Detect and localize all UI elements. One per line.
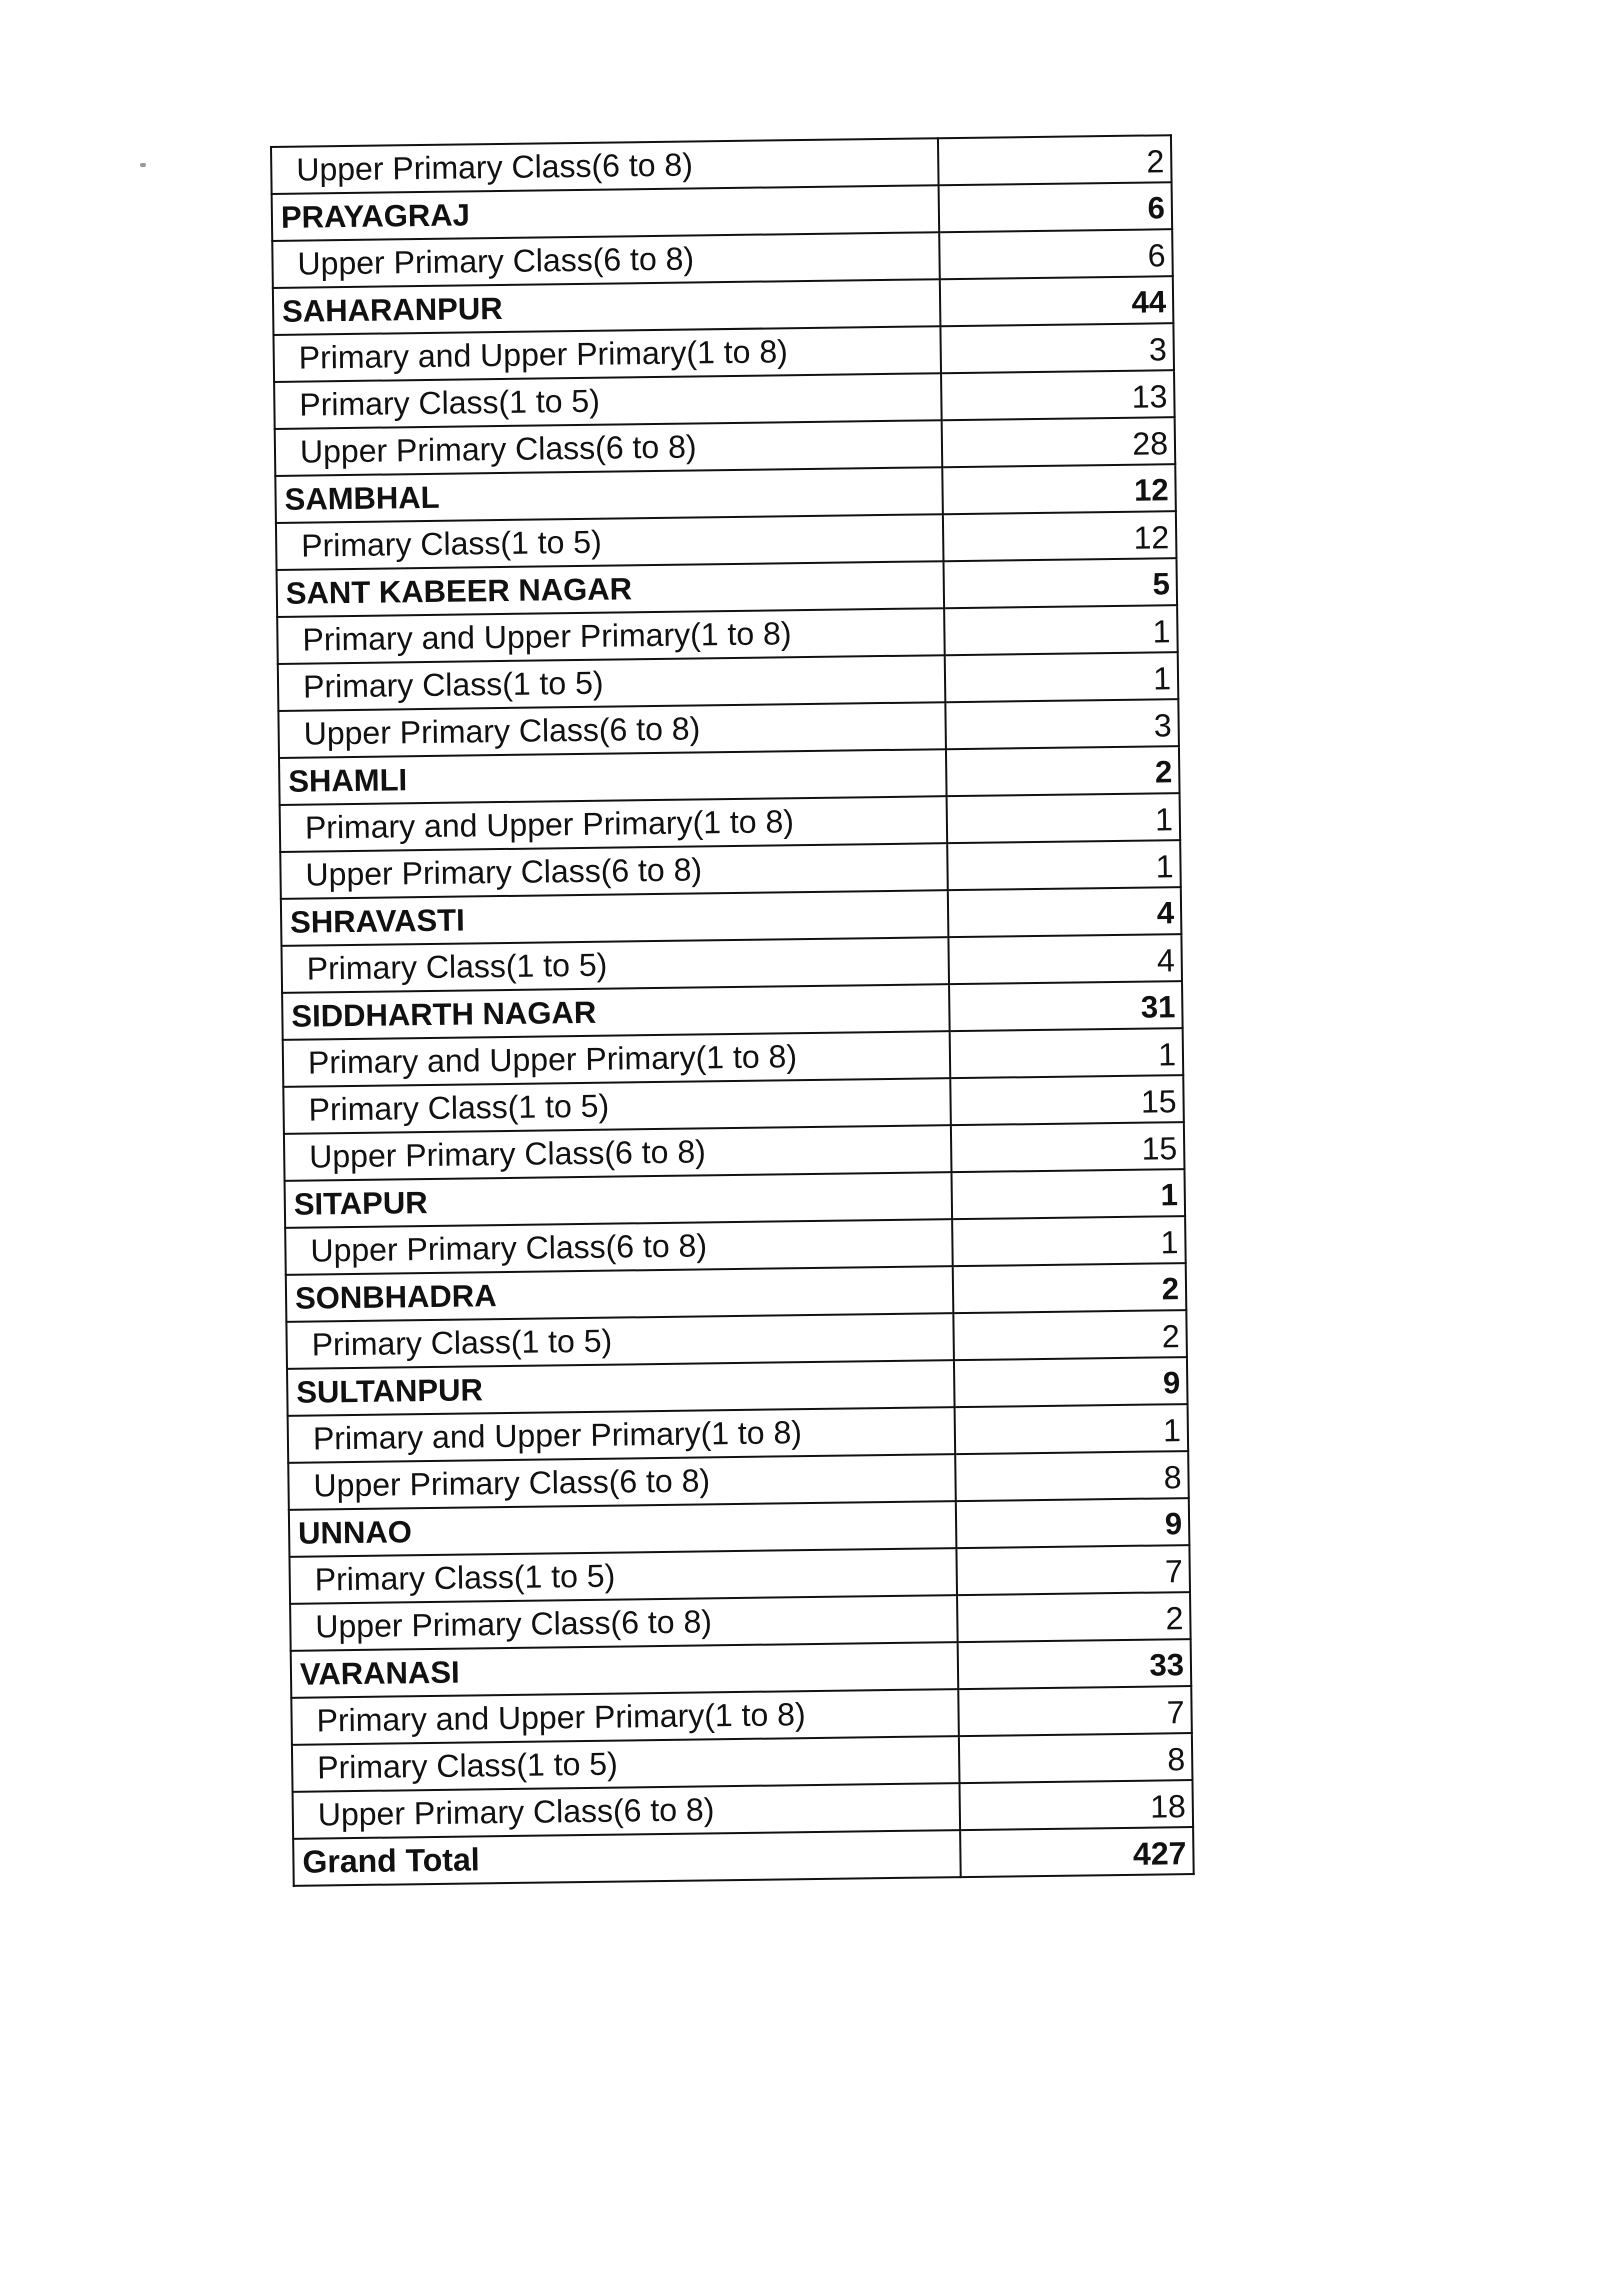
- district-name: SANT KABEER NAGAR: [277, 561, 945, 617]
- district-name: SITAPUR: [285, 1172, 953, 1228]
- district-total-count: 5: [943, 558, 1177, 608]
- class-category-count: 28: [942, 417, 1176, 467]
- district-name: VARANASI: [291, 1642, 959, 1698]
- class-category-count: 1: [947, 793, 1181, 843]
- class-category-count: 8: [959, 1733, 1193, 1783]
- class-category-count: 4: [948, 934, 1182, 984]
- class-category-label: Upper Primary Class(6 to 8): [275, 420, 943, 476]
- grand-total-label: Grand Total: [293, 1830, 961, 1886]
- class-category-count: 15: [951, 1122, 1185, 1172]
- class-category-count: 1: [950, 1028, 1184, 1078]
- district-name: SHRAVASTI: [281, 890, 949, 946]
- class-category-label: Primary Class(1 to 5): [289, 1548, 957, 1604]
- class-category-count: 12: [943, 511, 1177, 561]
- class-category-label: Primary and Upper Primary(1 to 8): [291, 1689, 959, 1745]
- district-name: UNNAO: [289, 1501, 957, 1557]
- grand-total-count: 427: [960, 1827, 1194, 1877]
- district-name: PRAYAGRAJ: [272, 185, 940, 241]
- class-category-label: Upper Primary Class(6 to 8): [288, 1454, 956, 1510]
- class-category-count: 2: [957, 1592, 1191, 1642]
- class-category-count: 1: [947, 840, 1181, 890]
- class-category-label: Upper Primary Class(6 to 8): [271, 138, 939, 194]
- class-category-count: 8: [955, 1451, 1189, 1501]
- district-total-count: 2: [946, 746, 1180, 796]
- district-total-count: 33: [958, 1639, 1192, 1689]
- class-category-label: Upper Primary Class(6 to 8): [280, 843, 948, 899]
- class-category-count: 7: [956, 1545, 1190, 1595]
- class-category-count: 2: [938, 135, 1172, 185]
- class-category-count: 7: [958, 1686, 1192, 1736]
- class-category-count: 1: [952, 1216, 1186, 1266]
- district-name: SONBHADRA: [286, 1266, 954, 1322]
- district-name: SAHARANPUR: [273, 279, 941, 335]
- table-body: [271, 135, 1194, 1886]
- class-category-count: 3: [945, 699, 1179, 749]
- class-category-label: Primary and Upper Primary(1 to 8): [288, 1407, 956, 1463]
- class-category-label: Primary Class(1 to 5): [274, 373, 942, 429]
- class-category-label: Upper Primary Class(6 to 8): [272, 232, 940, 288]
- class-category-label: Primary and Upper Primary(1 to 8): [280, 796, 948, 852]
- district-total-count: 1: [951, 1169, 1185, 1219]
- class-category-label: Upper Primary Class(6 to 8): [278, 702, 946, 758]
- class-category-count: 13: [941, 370, 1175, 420]
- class-category-count: 1: [944, 605, 1178, 655]
- class-category-count: 1: [955, 1404, 1189, 1454]
- district-total-count: 31: [949, 981, 1183, 1031]
- class-category-count: 6: [939, 229, 1173, 279]
- scan-speck: [140, 163, 146, 167]
- district-total-count: 9: [954, 1357, 1188, 1407]
- class-category-label: Primary Class(1 to 5): [286, 1313, 954, 1369]
- class-category-count: 2: [953, 1310, 1187, 1360]
- district-total-count: 2: [953, 1263, 1187, 1313]
- district-count-table: [270, 134, 1195, 1887]
- district-total-count: 6: [939, 182, 1173, 232]
- class-category-label: Primary Class(1 to 5): [292, 1736, 960, 1792]
- district-count-table-wrapper: [270, 134, 1193, 1887]
- class-category-label: Upper Primary Class(6 to 8): [285, 1219, 953, 1275]
- class-category-label: Primary Class(1 to 5): [281, 937, 949, 993]
- district-total-count: 44: [940, 276, 1174, 326]
- class-category-count: 3: [940, 323, 1174, 373]
- class-category-label: Upper Primary Class(6 to 8): [290, 1595, 958, 1651]
- class-category-label: Primary and Upper Primary(1 to 8): [283, 1031, 951, 1087]
- class-category-count: 1: [945, 652, 1179, 702]
- district-total-count: 9: [956, 1498, 1190, 1548]
- district-name: SULTANPUR: [287, 1360, 955, 1416]
- class-category-label: Primary and Upper Primary(1 to 8): [277, 608, 945, 664]
- district-name: SIDDHARTH NAGAR: [282, 984, 950, 1040]
- district-name: SAMBHAL: [275, 467, 943, 523]
- district-total-count: 4: [948, 887, 1182, 937]
- class-category-label: Primary Class(1 to 5): [276, 514, 944, 570]
- class-category-label: Primary Class(1 to 5): [283, 1078, 951, 1134]
- class-category-label: Upper Primary Class(6 to 8): [284, 1125, 952, 1181]
- district-total-count: 12: [942, 464, 1176, 514]
- class-category-label: Upper Primary Class(6 to 8): [293, 1783, 961, 1839]
- class-category-count: 15: [950, 1075, 1184, 1125]
- class-category-count: 18: [959, 1780, 1193, 1830]
- class-category-label: Primary Class(1 to 5): [278, 655, 946, 711]
- class-category-label: Primary and Upper Primary(1 to 8): [273, 326, 941, 382]
- district-name: SHAMLI: [279, 749, 947, 805]
